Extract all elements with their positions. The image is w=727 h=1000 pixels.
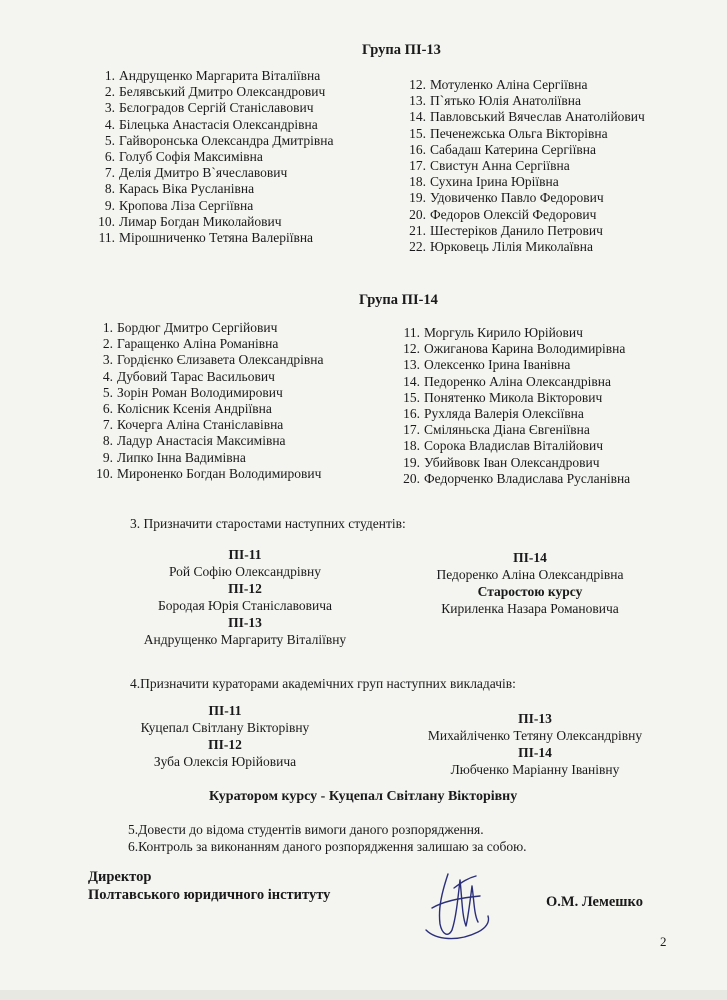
- list-item-name: Білецька Анастасія Олександрівна: [119, 116, 318, 132]
- list-item: [88, 68, 388, 84]
- curator-pi13-name: Михайліченко Тетяну Олександрівну: [427, 728, 643, 743]
- group-13-list-left: [88, 68, 388, 246]
- list-item: [88, 84, 388, 100]
- list-item-number: 4.: [104, 116, 115, 132]
- list-item-number: 2.: [102, 336, 113, 352]
- list-item: [88, 450, 388, 466]
- starosta-pi12-name: Бородая Юрія Станіславовича: [157, 598, 332, 613]
- list-item-number: 13.: [409, 93, 426, 109]
- list-item-name: Ожиганова Карина Володимирівна: [424, 341, 626, 357]
- list-item-number: 1.: [102, 320, 113, 335]
- list-item-number: 3.: [104, 100, 115, 116]
- list-item: [88, 133, 388, 149]
- list-item: [88, 417, 388, 433]
- list-item-number: 15.: [409, 125, 426, 141]
- list-item: [394, 422, 714, 438]
- list-item: [88, 369, 388, 385]
- curator-pi14-name: Любченко Маріанну Іванівну: [450, 762, 620, 777]
- list-item: [398, 109, 708, 125]
- list-item-name: П`ятько Юлія Анатоліївна: [430, 93, 582, 109]
- list-item-number: 9.: [102, 449, 113, 465]
- course-starosta-label: Старостою курсу: [477, 584, 583, 599]
- list-item-name: Дубовий Тарас Васильович: [117, 368, 275, 384]
- list-item-name: Сухина Ірина Юріївна: [430, 174, 559, 190]
- page-number: 2: [660, 934, 667, 949]
- list-item-number: 14.: [403, 373, 420, 389]
- group-13-title: Група ПІ-13: [362, 42, 441, 58]
- item-4-text: 4.Призначити кураторами академічних груп наступних викладачів:: [130, 676, 516, 691]
- list-item-name: Сміляньска Діана Євгеніївна: [424, 422, 590, 438]
- list-item: [88, 117, 388, 133]
- list-item-name: Кропова Ліза Сергіївна: [119, 197, 254, 213]
- list-item-name: Мотуленко Аліна Сергіївна: [430, 77, 588, 92]
- starosta-pi13-name: Андрущенко Маргариту Віталіївну: [143, 632, 347, 647]
- list-item-number: 5.: [104, 132, 115, 148]
- list-item-name: Свистун Анна Сергіївна: [430, 158, 570, 174]
- course-curator: Куратором курсу - Куцепал Світлану Вікторівну: [209, 789, 518, 804]
- list-item-number: 10.: [98, 213, 115, 229]
- starosta-pi14-name: Педоренко Аліна Олександрівна: [436, 567, 624, 582]
- list-item: [88, 165, 388, 181]
- list-item: [398, 207, 708, 223]
- list-item-name: Моргуль Кирило Юрійович: [424, 325, 583, 340]
- course-starosta-name: Кириленка Назара Романовича: [441, 601, 619, 616]
- list-item: [398, 158, 708, 174]
- list-item-number: 6.: [102, 401, 113, 417]
- list-item-number: 14.: [409, 109, 426, 125]
- starosta-pi11-name: Рой Софію Олександрівну: [168, 564, 322, 579]
- signatory-title-line2: Полтавського юридичного інституту: [88, 887, 331, 903]
- starosta-pi11-label: ПІ-11: [228, 547, 262, 562]
- list-item-number: 19.: [403, 454, 420, 470]
- list-item-number: 21.: [409, 222, 426, 238]
- list-item: [88, 181, 388, 197]
- list-item: [398, 239, 708, 255]
- list-item: [394, 390, 714, 406]
- list-item-name: Шестеріков Данило Петрович: [430, 222, 603, 238]
- list-item: [88, 336, 388, 352]
- item-5-text: 5.Довести до відома студентів вимоги даного розпорядження.: [128, 822, 484, 837]
- curator-pi11-name: Куцепал Світлану Вікторівну: [140, 720, 310, 735]
- list-item-name: Гордієнко Єлизавета Олександрівна: [117, 352, 324, 368]
- list-item: [88, 198, 388, 214]
- list-item-number: 19.: [409, 190, 426, 206]
- list-item-number: 11.: [98, 230, 115, 246]
- handwritten-signature: [418, 868, 498, 946]
- list-item-name: Лимар Богдан Миколайович: [119, 213, 282, 229]
- list-item-name: Зорін Роман Володимирович: [117, 384, 283, 400]
- list-item-number: 20.: [403, 470, 420, 486]
- signatory-name: О.М. Лемешко: [546, 894, 643, 910]
- list-item-name: Федорченко Владислава Русланівна: [424, 470, 631, 486]
- curators-right-block: [405, 710, 665, 778]
- item-3-text: 3. Призначити старостами наступних студентів:: [130, 516, 406, 531]
- list-item: [88, 320, 388, 336]
- starosta-pi14-label: ПІ-14: [513, 550, 547, 565]
- list-item: [88, 149, 388, 165]
- item-6-text: 6.Контроль за виконанням даного розпорядження залишаю за собою.: [128, 839, 527, 854]
- list-item-name: Карась Віка Русланівна: [119, 181, 255, 197]
- signatory-title: [88, 868, 330, 904]
- list-item-name: Удовиченко Павло Федорович: [430, 190, 604, 206]
- list-item-number: 18.: [409, 174, 426, 190]
- list-item: [394, 325, 714, 341]
- list-item-number: 7.: [104, 165, 115, 181]
- list-item-name: Делія Дмитро В`ячеславович: [119, 165, 288, 181]
- curator-pi12-name: Зуба Олексія Юрійовича: [153, 754, 297, 769]
- list-item-name: Липко Інна Вадимівна: [117, 449, 246, 465]
- list-item: [398, 126, 708, 142]
- list-item-name: Ладур Анастасія Максимівна: [117, 433, 286, 449]
- list-item: [398, 174, 708, 190]
- list-item: [88, 401, 388, 417]
- signatory-title-line1: Директор: [88, 869, 152, 885]
- curator-pi11-label: ПІ-11: [208, 703, 242, 718]
- list-item-number: 12.: [403, 341, 420, 357]
- list-item-name: Голуб Софія Максимівна: [119, 149, 263, 165]
- list-item-number: 9.: [104, 197, 115, 213]
- list-item-name: Понятенко Микола Вікторович: [424, 389, 603, 405]
- list-item-number: 8.: [104, 181, 115, 197]
- list-item-number: 13.: [403, 357, 420, 373]
- list-item-number: 2.: [104, 84, 115, 100]
- list-item: [394, 341, 714, 357]
- starostas-left-block: [110, 546, 380, 648]
- list-item-number: 5.: [102, 384, 113, 400]
- group-14-list-left: [88, 320, 388, 482]
- list-item: [88, 433, 388, 449]
- list-item: [394, 438, 714, 454]
- list-item: [88, 214, 388, 230]
- list-item-name: Бордюг Дмитро Сергійович: [117, 320, 278, 335]
- list-item-number: 15.: [403, 389, 420, 405]
- curator-pi13-label: ПІ-13: [518, 711, 552, 726]
- list-item-name: Бєлоградов Сергій Станіславович: [119, 100, 314, 116]
- group-14-title: Група ПІ-14: [359, 292, 438, 308]
- list-item-name: Гайворонська Олександра Дмитрівна: [119, 132, 334, 148]
- list-item: [88, 100, 388, 116]
- list-item-name: Мироненко Богдан Володимирович: [117, 465, 322, 481]
- list-item: [398, 77, 708, 93]
- list-item: [394, 471, 714, 487]
- list-item: [394, 374, 714, 390]
- list-item-number: 10.: [96, 465, 113, 481]
- list-item-number: 12.: [409, 77, 426, 92]
- list-item-name: Колісник Ксенія Андріївна: [117, 401, 272, 417]
- starosta-pi12-label: ПІ-12: [228, 581, 262, 596]
- list-item-number: 16.: [403, 406, 420, 422]
- list-item: [398, 223, 708, 239]
- list-item-number: 17.: [403, 422, 420, 438]
- list-item-name: Белявський Дмитро Олександрович: [119, 84, 326, 100]
- list-item-number: 8.: [102, 433, 113, 449]
- list-item-name: Федоров Олексій Федорович: [430, 206, 597, 222]
- list-item-number: 4.: [102, 368, 113, 384]
- list-item: [88, 385, 388, 401]
- list-item-name: Кочерга Аліна Станіславівна: [117, 417, 284, 433]
- list-item-name: Олексенко Ірина Іванівна: [424, 357, 571, 373]
- curators-left-block: [100, 702, 350, 770]
- list-item-name: Печенежська Ольга Вікторівна: [430, 125, 608, 141]
- list-item-name: Сорока Владислав Віталійович: [424, 438, 604, 454]
- list-item-name: Рухляда Валерія Олексіївна: [424, 406, 584, 422]
- list-item-number: 22.: [409, 239, 426, 255]
- list-item-name: Мірошниченко Тетяна Валеріївна: [119, 230, 314, 246]
- list-item: [88, 352, 388, 368]
- starosta-pi13-label: ПІ-13: [228, 615, 262, 630]
- list-item: [394, 406, 714, 422]
- curator-pi14-label: ПІ-14: [518, 745, 552, 760]
- list-item-name: Убийвовк Іван Олександрович: [424, 454, 600, 470]
- list-item-number: 11.: [403, 325, 420, 340]
- list-item-number: 3.: [102, 352, 113, 368]
- list-item-number: 17.: [409, 158, 426, 174]
- list-item-name: Юрковець Лілія Миколаївна: [430, 239, 594, 255]
- list-item: [398, 93, 708, 109]
- list-item-number: 1.: [104, 68, 115, 83]
- list-item-number: 18.: [403, 438, 420, 454]
- list-item-number: 7.: [102, 417, 113, 433]
- list-item-number: 6.: [104, 149, 115, 165]
- list-item-name: Андрущенко Маргарита Віталіївна: [119, 68, 321, 83]
- list-item: [398, 190, 708, 206]
- list-item-name: Педоренко Аліна Олександрівна: [424, 373, 612, 389]
- list-item: [88, 230, 388, 246]
- group-13-list-right: [398, 77, 708, 255]
- list-item: [88, 466, 388, 482]
- starostas-right-block: [400, 549, 660, 617]
- list-item-name: Павловський Вячеслав Анатолійович: [430, 109, 645, 125]
- list-item-name: Сабадаш Катерина Сергіївна: [430, 141, 596, 157]
- group-14-list-right: [394, 325, 714, 487]
- list-item: [394, 357, 714, 373]
- list-item-number: 20.: [409, 206, 426, 222]
- list-item-number: 16.: [409, 141, 426, 157]
- scan-bottom-edge: [0, 990, 727, 1000]
- list-item: [398, 142, 708, 158]
- curator-pi12-label: ПІ-12: [208, 737, 242, 752]
- list-item-name: Гаращенко Аліна Романівна: [117, 336, 279, 352]
- list-item: [394, 455, 714, 471]
